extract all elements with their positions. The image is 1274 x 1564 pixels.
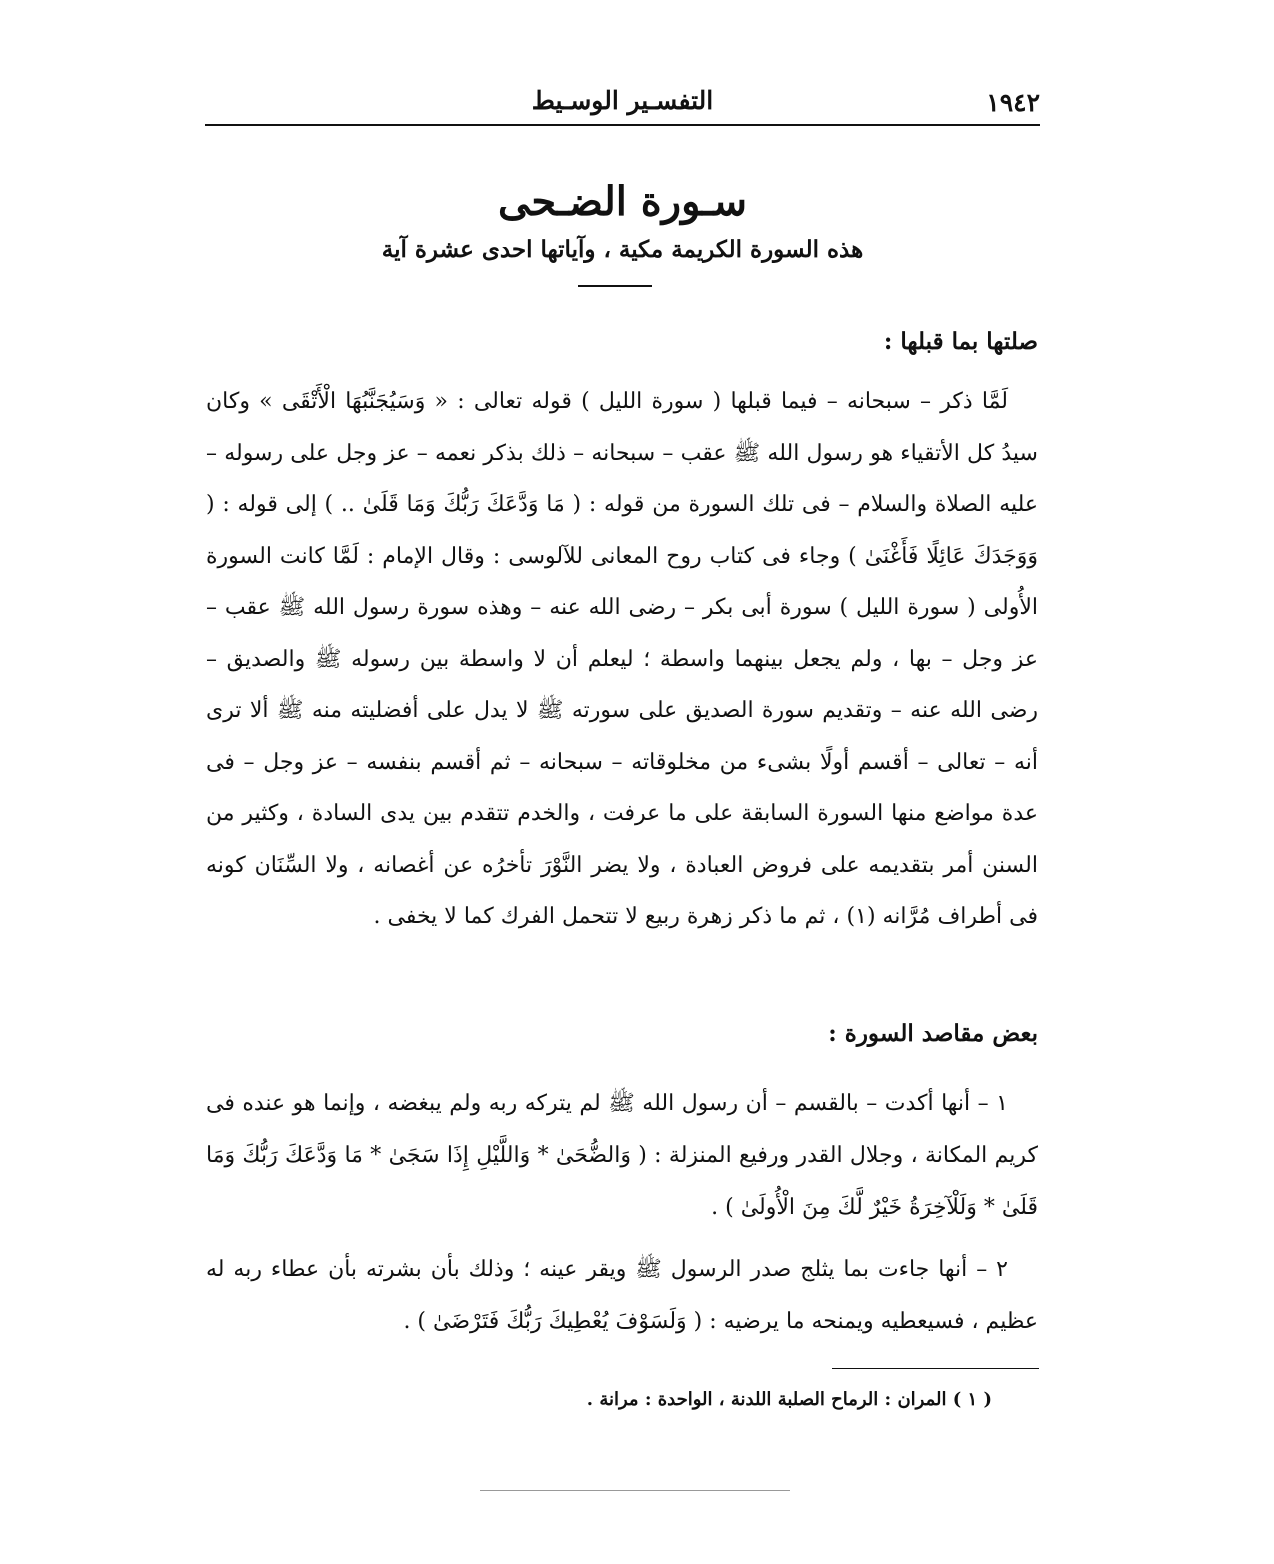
header-divider (205, 124, 1040, 126)
bottom-divider (480, 1490, 790, 1491)
surah-subtitle: هذه السورة الكريمة مكية ، وآياتها احدى عشرة آية (381, 236, 864, 263)
aims-heading: بعض مقاصد السورة : (828, 1020, 1038, 1047)
running-header (205, 80, 1040, 120)
book-title: التفسـير الوسـيط (531, 86, 714, 115)
aim-paragraph-1: ١ – أنها أكدت – بالقسم – أن رسول الله ﷺ لم يتركه ربه ولم يبغضه ، وإنما هو عنده فى كريم المكانة ، وجلال القدر ورفيع المنزلة : ( وَالضُّحَىٰ * وَاللَّيْلِ إِذَا سَجَىٰ * مَا وَدَّعَكَ رَبُّكَ وَمَا قَلَىٰ * وَلَلْآخِرَةُ خَيْرٌ لَّكَ مِنَ الْأُولَىٰ ) . (206, 1091, 1038, 1220)
connection-paragraph: لَمَّا ذكر – سبحانه – فيما قبلها ( سورة الليل ) قوله تعالى : « وَسَيُجَنَّبُهَا الْأَتْقَى » وكان سيدُ كل الأتقياء هو رسول الله ﷺ عقب – سبحانه – ذلك بذكر نعمه – عز وجل على رسوله – عليه الصلاة والسلام – فى تلك السورة من قوله : ( مَا وَدَّعَكَ رَبُّكَ وَمَا قَلَىٰ .. ) إلى قوله : ( وَوَجَدَكَ عَائِلًا فَأَغْنَىٰ ) وجاء فى كتاب روح المعانى للآلوسى : وقال الإمام : لَمَّا كانت السورة الأُولى ( سورة الليل ) سورة أبى بكر – رضى الله عنه – وهذه سورة رسول الله ﷺ عقب – عز وجل – بها ، ولم يجعل بينهما واسطة ؛ ليعلم أن لا واسطة بين رسوله ﷺ والصديق – رضى الله عنه – وتقديم سورة الصديق على سورته ﷺ لا يدل على أفضليته منه ﷺ ألا ترى أنه – تعالى – أقسم أولًا بشىء من مخلوقاته – سبحانه – ثم أقسم بنفسه – عز وجل – فى عدة مواضع منها السورة السابقة على ما عرفت ، والخدم تتقدم بين يدى السادة ، وكثير من السنن أمر بتقديمه على فروض العبادة ، ولا يضر النَّوْرَ تأخرُه عن أغصانه ، ولا السِّنَان كونه فى أطراف مُرَّانه (١) ، ثم ما ذكر زهرة ربيع لا تتحمل الفرك كما لا يخفى . (206, 389, 1038, 929)
page-number: ١٩٤٢ (986, 88, 1040, 117)
footnote-divider (832, 1368, 1039, 1369)
surah-title: سـورة الضـحى (498, 178, 747, 225)
footnote: ( ١ ) المران : الرماح الصلبة اللدنة ، الواحدة : مرانة . (586, 1389, 992, 1410)
title-divider (578, 285, 652, 287)
connection-heading: صلتها بما قبلها : (883, 328, 1038, 355)
aim-paragraph-2: ٢ – أنها جاءت بما يثلج صدر الرسول ﷺ ويقر عينه ؛ وذلك بأن بشرته بأن عطاء ربه له عظيم ، فسيعطيه ويمنحه ما يرضيه : ( وَلَسَوْفَ يُعْطِيكَ رَبُّكَ فَتَرْضَىٰ ) . (206, 1257, 1038, 1334)
